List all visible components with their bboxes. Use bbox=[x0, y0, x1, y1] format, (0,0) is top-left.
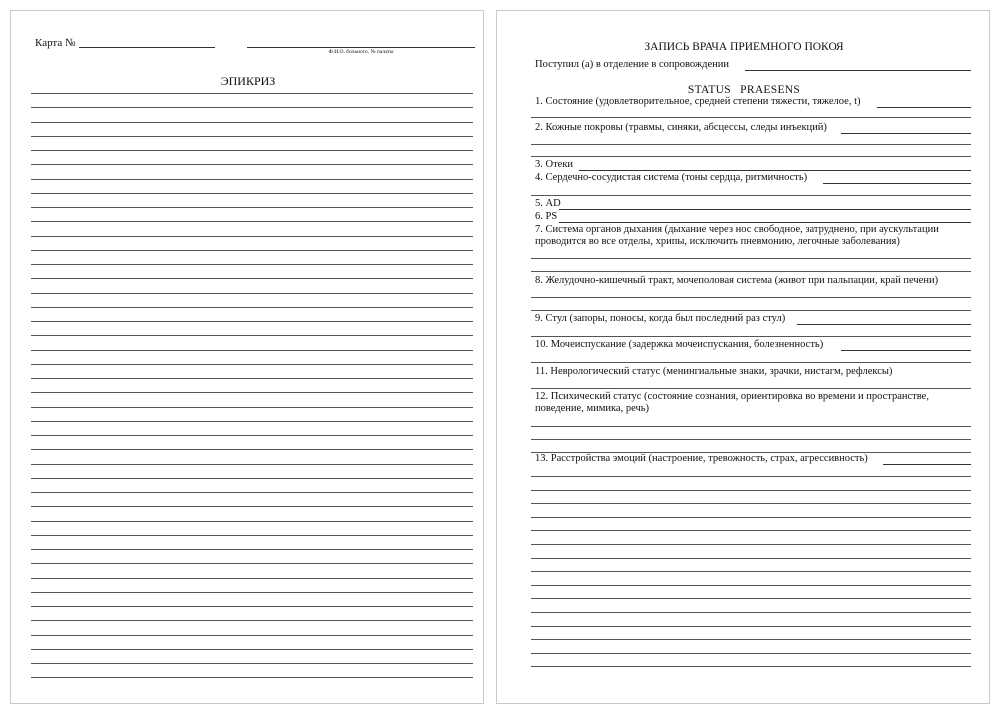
epikriz-line[interactable] bbox=[31, 492, 473, 493]
item-13-emotions-field[interactable] bbox=[883, 464, 971, 465]
epikriz-line[interactable] bbox=[31, 164, 473, 165]
epikriz-line[interactable] bbox=[31, 236, 473, 237]
epikriz-line[interactable] bbox=[31, 264, 473, 265]
item-13-line[interactable] bbox=[531, 571, 971, 572]
epikriz-line[interactable] bbox=[31, 335, 473, 336]
epikriz-line[interactable] bbox=[31, 635, 473, 636]
item-11-extra-line[interactable] bbox=[531, 388, 971, 389]
epikriz-line[interactable] bbox=[31, 663, 473, 664]
admitted-accompanied-field[interactable] bbox=[745, 70, 971, 71]
epikriz-line[interactable] bbox=[31, 535, 473, 536]
item-8-extra-line-1[interactable] bbox=[531, 297, 971, 298]
item-12-extra-line-2[interactable] bbox=[531, 439, 971, 440]
epikriz-line[interactable] bbox=[31, 677, 473, 678]
epikriz-line[interactable] bbox=[31, 350, 473, 351]
epikriz-line[interactable] bbox=[31, 122, 473, 123]
epikriz-line[interactable] bbox=[31, 364, 473, 365]
epikriz-heading: ЭПИКРИЗ bbox=[220, 74, 276, 88]
item-8-gi-label: 8. Желудочно-кишечный тракт, мочеполовая система (живот при пальпации, край печени) bbox=[535, 275, 939, 286]
epikriz-line[interactable] bbox=[31, 592, 473, 593]
epikriz-line[interactable] bbox=[31, 207, 473, 208]
epikriz-line[interactable] bbox=[31, 478, 473, 479]
item-13-line[interactable] bbox=[531, 503, 971, 504]
epikriz-line[interactable] bbox=[31, 250, 473, 251]
item-4-extra-line[interactable] bbox=[531, 195, 971, 196]
item-10-extra-line[interactable] bbox=[531, 362, 971, 363]
item-9-stool-field[interactable] bbox=[797, 324, 971, 325]
item-13-emotions-label: 13. Расстройства эмоций (настроение, тревожность, страх, агрессивность) bbox=[535, 453, 868, 464]
epikriz-line[interactable] bbox=[31, 150, 473, 151]
item-2-skin-label: 2. Кожные покровы (травмы, синяки, абсцессы, следы инъекций) bbox=[535, 122, 827, 133]
card-number-label: Карта № bbox=[35, 37, 76, 49]
admitted-accompanied-label: Поступил (а) в отделение в сопровождении bbox=[535, 59, 730, 70]
epikriz-line[interactable] bbox=[31, 93, 473, 94]
epikriz-line[interactable] bbox=[31, 407, 473, 408]
item-5-bp-field[interactable] bbox=[559, 209, 971, 210]
item-13-line[interactable] bbox=[531, 517, 971, 518]
item-13-line[interactable] bbox=[531, 612, 971, 613]
item-13-line[interactable] bbox=[531, 598, 971, 599]
item-2-extra-line-2[interactable] bbox=[531, 156, 971, 157]
item-12-psych-label: 12. Психический статус (состояние сознания, ориентировка во времени и пространстве, поведение, мимика, речь) bbox=[535, 391, 929, 414]
item-13-line[interactable] bbox=[531, 585, 971, 586]
epikriz-line[interactable] bbox=[31, 321, 473, 322]
item-7-respiratory-label: 7. Система органов дыхания (дыхание через нос свободное, затруднено, при аускультации проводится во все отделы, хрипы, исключить пневмонию, легочные заболевания) bbox=[535, 224, 939, 247]
epikriz-line[interactable] bbox=[31, 107, 473, 108]
item-8-extra-line-2[interactable] bbox=[531, 310, 971, 311]
epikriz-line[interactable] bbox=[31, 392, 473, 393]
item-9-extra-line[interactable] bbox=[531, 336, 971, 337]
epikriz-line[interactable] bbox=[31, 521, 473, 522]
item-13-line[interactable] bbox=[531, 490, 971, 491]
item-2-skin-field[interactable] bbox=[841, 133, 971, 134]
epikriz-line[interactable] bbox=[31, 378, 473, 379]
item-11-neuro-label: 11. Неврологический статус (менингиальные знаки, зрачки, нистагм, рефлексы) bbox=[535, 366, 893, 377]
left-page-epikriz bbox=[10, 10, 484, 704]
epikriz-line[interactable] bbox=[31, 464, 473, 465]
right-page-admission-record bbox=[496, 10, 990, 704]
item-13-line[interactable] bbox=[531, 653, 971, 654]
epikriz-line[interactable] bbox=[31, 606, 473, 607]
item-7-extra-line-1[interactable] bbox=[531, 258, 971, 259]
patient-name-caption: Ф.И.О. больного, № палаты bbox=[328, 49, 394, 55]
item-7-extra-line-2[interactable] bbox=[531, 271, 971, 272]
item-9-stool-label: 9. Стул (запоры, поносы, когда был последний раз стул) bbox=[535, 313, 786, 324]
item-6-pulse-label: 6. PS bbox=[535, 211, 558, 222]
item-5-bp-label: 5. АD bbox=[535, 198, 561, 209]
item-13-line[interactable] bbox=[531, 666, 971, 667]
epikriz-line[interactable] bbox=[31, 421, 473, 422]
epikriz-line[interactable] bbox=[31, 221, 473, 222]
epikriz-line[interactable] bbox=[31, 620, 473, 621]
epikriz-line[interactable] bbox=[31, 449, 473, 450]
item-10-urination-field[interactable] bbox=[841, 350, 971, 351]
epikriz-line[interactable] bbox=[31, 293, 473, 294]
item-6-pulse-field[interactable] bbox=[559, 222, 971, 223]
item-13-line[interactable] bbox=[531, 626, 971, 627]
epikriz-line[interactable] bbox=[31, 278, 473, 279]
item-13-line[interactable] bbox=[531, 639, 971, 640]
epikriz-line[interactable] bbox=[31, 193, 473, 194]
item-13-line[interactable] bbox=[531, 544, 971, 545]
epikriz-line[interactable] bbox=[31, 578, 473, 579]
item-1-condition-field[interactable] bbox=[877, 107, 971, 108]
card-number-field[interactable] bbox=[79, 47, 215, 48]
item-13-line[interactable] bbox=[531, 476, 971, 477]
patient-name-field[interactable] bbox=[247, 47, 475, 48]
epikriz-line[interactable] bbox=[31, 136, 473, 137]
epikriz-line[interactable] bbox=[31, 307, 473, 308]
item-4-cardio-label: 4. Сердечно-сосудистая система (тоны сердца, ритмичность) bbox=[535, 172, 808, 183]
epikriz-line[interactable] bbox=[31, 563, 473, 564]
epikriz-line[interactable] bbox=[31, 179, 473, 180]
item-3-edema-field[interactable] bbox=[579, 170, 971, 171]
status-praesens-heading: STATUS PRAESENS bbox=[687, 84, 801, 96]
item-1-extra-line[interactable] bbox=[531, 117, 971, 118]
item-10-urination-label: 10. Мочеиспускание (задержка мочеиспускания, болезненность) bbox=[535, 339, 824, 350]
item-3-edema-label: 3. Отеки bbox=[535, 159, 574, 170]
item-13-line[interactable] bbox=[531, 558, 971, 559]
item-2-extra-line-1[interactable] bbox=[531, 144, 971, 145]
item-13-line[interactable] bbox=[531, 530, 971, 531]
epikriz-line[interactable] bbox=[31, 649, 473, 650]
epikriz-line[interactable] bbox=[31, 506, 473, 507]
epikriz-line[interactable] bbox=[31, 549, 473, 550]
item-12-extra-line-1[interactable] bbox=[531, 426, 971, 427]
admission-record-title: ЗАПИСЬ ВРАЧА ПРИЕМНОГО ПОКОЯ bbox=[644, 41, 844, 53]
item-4-cardio-field[interactable] bbox=[823, 183, 971, 184]
item-1-condition-label: 1. Состояние (удовлетворительное, средней степени тяжести, тяжелое, t) bbox=[535, 96, 861, 107]
epikriz-line[interactable] bbox=[31, 435, 473, 436]
page-spread-gutter bbox=[484, 10, 496, 704]
